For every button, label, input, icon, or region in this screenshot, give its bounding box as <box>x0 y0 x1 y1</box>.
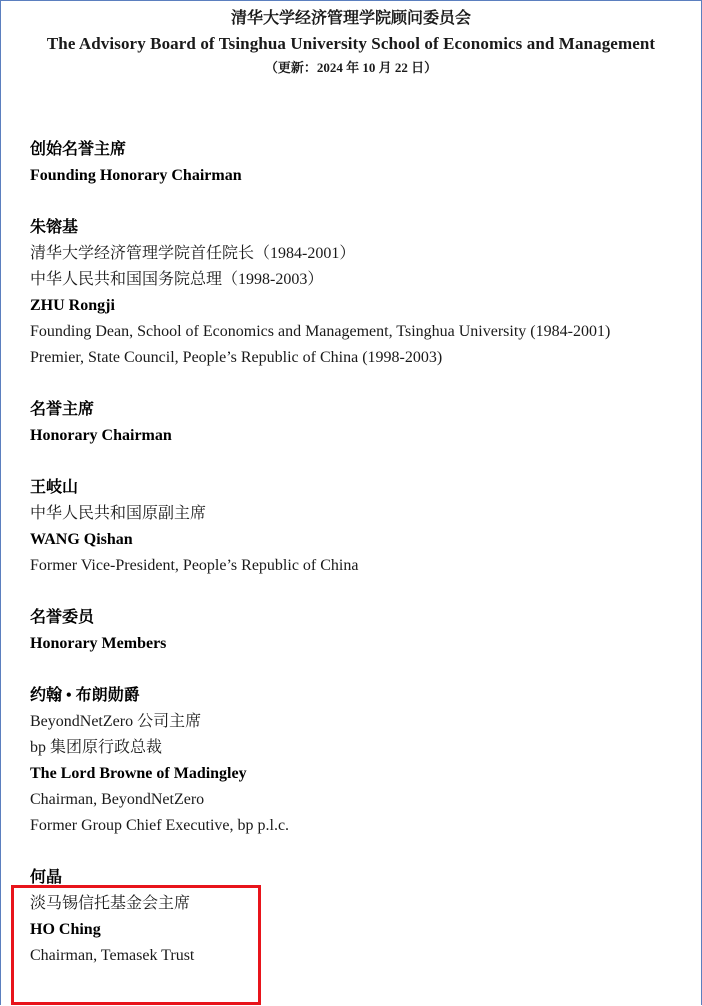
ho-name-cn: 何晶 <box>30 869 63 886</box>
honorary-chair-heading-en: Honorary Chairman <box>30 427 172 444</box>
zhu-title-1-en: Founding Dean, School of Economics and Management, Tsinghua University (1984-2001) <box>30 323 611 340</box>
zhu-name-en: ZHU Rongji <box>30 297 115 314</box>
wang-name-cn: 王岐山 <box>30 479 79 496</box>
update-date: （更新：2024 年 10 月 22 日） <box>264 60 438 75</box>
honorary-members-heading-en: Honorary Members <box>30 635 167 652</box>
wang-name-en: WANG Qishan <box>30 531 133 548</box>
title-english: The Advisory Board of Tsinghua University School of Economics and Management <box>46 34 656 53</box>
wang-title-cn: 中华人民共和国原副主席 <box>30 505 207 522</box>
honorary-members-heading-cn: 名誉委员 <box>30 609 95 626</box>
browne-title-1-en: Chairman, BeyondNetZero <box>30 791 205 808</box>
zhu-title-2-en: Premier, State Council, People’s Republic of China (1998-2003) <box>30 349 443 366</box>
ho-title-cn: 淡马锡信托基金会主席 <box>30 895 191 912</box>
title-chinese: 清华大学经济管理学院顾问委员会 <box>230 10 471 27</box>
founding-heading-cn: 创始名誉主席 <box>30 141 127 158</box>
browne-title-2-en: Former Group Chief Executive, bp p.l.c. <box>30 817 290 834</box>
browne-name-cn: 约翰 • 布朗勋爵 <box>30 687 140 704</box>
zhu-name-cn: 朱镕基 <box>30 219 79 236</box>
zhu-title-2-cn: 中华人民共和国国务院总理（1998-2003） <box>30 271 324 288</box>
highlight-box <box>11 885 261 1005</box>
document-body <box>30 137 680 969</box>
founding-heading-en: Founding Honorary Chairman <box>30 167 242 184</box>
ho-name-en: HO Ching <box>30 921 101 938</box>
browne-title-1-cn: BeyondNetZero 公司主席 <box>30 713 202 730</box>
browne-title-2-cn: bp 集团原行政总裁 <box>30 739 163 756</box>
browne-name-en: The Lord Browne of Madingley <box>30 765 247 782</box>
wang-title-en: Former Vice-President, People’s Republic of China <box>30 557 359 574</box>
zhu-title-1-cn: 清华大学经济管理学院首任院长（1984-2001） <box>30 245 356 262</box>
honorary-chair-heading-cn: 名誉主席 <box>30 401 95 418</box>
ho-title-en: Chairman, Temasek Trust <box>30 947 195 964</box>
document-header <box>0 6 702 80</box>
